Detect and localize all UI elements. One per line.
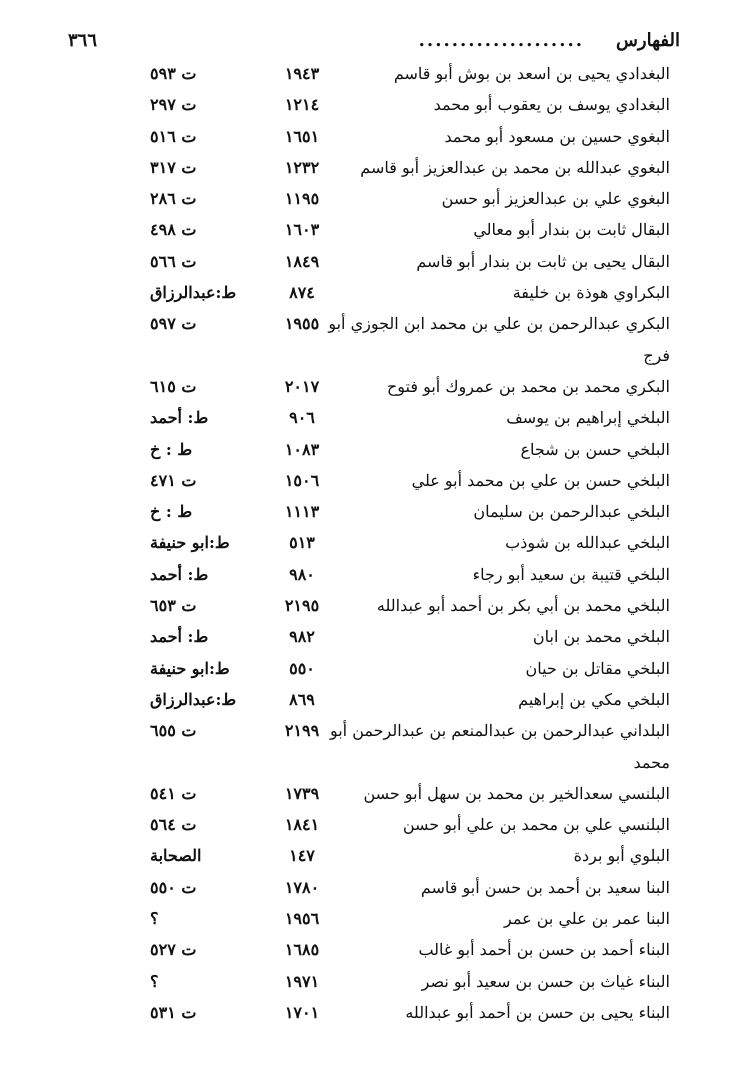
entry-reference: الصحابة: [150, 846, 202, 866]
entry-name: البغوي علي بن عبدالعزيز أبو حسن: [441, 189, 670, 209]
entry-reference: ت ٥٣١: [150, 1002, 197, 1022]
index-entry-continuation: [0, 749, 746, 780]
entry-name: البناء يحيى بن حسن بن أحمد أبو عبدالله: [405, 1002, 670, 1022]
entry-name: البلنسي سعدالخير بن محمد بن سهل أبو حسن: [363, 783, 670, 803]
entry-reference: ط:ابو حنيفة: [150, 658, 230, 678]
index-entry: [0, 310, 746, 341]
index-entry: [0, 936, 746, 967]
index-entry: [0, 404, 746, 435]
entry-number: ١٩٤٣: [284, 64, 320, 83]
entry-reference: ت ٣١٧: [150, 157, 197, 177]
entry-reference: ط: أحمد: [150, 408, 209, 428]
entry-number: ٢٠١٧: [284, 376, 320, 396]
entry-name: البلخي مكي بن إبراهيم: [518, 689, 670, 709]
entry-number: ١٦٨٥: [284, 940, 320, 960]
entry-number: ١٤٧: [289, 846, 315, 866]
index-entry: [0, 999, 746, 1030]
entry-number: ١٦٠٣: [284, 220, 320, 240]
entry-number: ٥١٣: [289, 533, 315, 553]
entry-name: البنا سعيد بن أحمد بن حسن أبو قاسم: [420, 877, 670, 897]
index-entry: [0, 154, 746, 185]
entry-number: ١١٩٥: [284, 189, 320, 209]
index-entry: [0, 467, 746, 498]
index-entry: [0, 373, 746, 404]
index-entry: [0, 905, 746, 936]
entry-reference: ت ٥٦٤: [150, 815, 197, 835]
index-entry: [0, 780, 746, 811]
entry-number: ١٢١٤: [284, 95, 320, 115]
entry-number: ٢١٩٩: [284, 721, 320, 741]
entry-reference: ط : خ: [150, 502, 193, 522]
entry-reference: ت ٦٥٥: [150, 721, 197, 741]
entry-number: ١٨٤٩: [284, 251, 320, 271]
page-header: [68, 30, 680, 60]
entry-name: البناء غياث بن حسن بن سعيد أبو نصر: [421, 971, 670, 991]
index-entry: [0, 561, 746, 592]
entry-reference: ت ٢٩٧: [150, 95, 197, 115]
entry-reference: ت ٥٩٣: [150, 64, 197, 83]
index-entry: [0, 686, 746, 717]
entry-name: البلخي حسن بن علي بن محمد أبو علي: [411, 470, 670, 490]
entry-reference: ؟: [150, 971, 159, 991]
entry-reference: ط: أحمد: [150, 627, 209, 647]
index-entry-continuation: [0, 342, 746, 373]
entry-number: ١٧٣٩: [284, 783, 320, 803]
index-entry: [0, 623, 746, 654]
entry-name: البلخي محمد بن ابان: [532, 627, 670, 647]
index-entry: [0, 436, 746, 467]
entry-reference: ؟: [150, 909, 159, 929]
entry-number: ١٨٤١: [284, 815, 320, 835]
index-entry: [0, 60, 746, 91]
entry-reference: ت ٥٩٧: [150, 314, 197, 334]
entry-reference: ت ٤٧١: [150, 470, 197, 490]
entry-name: البلخي محمد بن أبي بكر بن أحمد أبو عبدالله: [376, 596, 670, 616]
entry-name: البلنسي علي بن محمد بن علي أبو حسن: [402, 815, 670, 835]
entry-name: البكري محمد بن محمد بن عمروك أبو فتوح: [386, 376, 670, 396]
entry-name: البلوي أبو بردة: [573, 846, 670, 866]
entry-number: ١٢٣٢: [284, 157, 320, 177]
header-leader-dots: ....................: [418, 30, 584, 51]
index-entry: [0, 498, 746, 529]
entry-reference: ت ٤٩٨: [150, 220, 197, 240]
entry-number: ١٩٥٥: [284, 314, 320, 334]
entry-name: البغوي حسين بن مسعود أبو محمد: [444, 126, 670, 146]
entry-name: البلخي إبراهيم بن يوسف: [506, 408, 670, 428]
entry-number: ٩٨٠: [289, 564, 315, 584]
entry-name: البلخي عبدالرحمن بن سليمان: [473, 502, 670, 522]
entry-name: البنا عمر بن علي بن عمر: [504, 909, 670, 929]
entry-name: البلخي عبدالله بن شوذب: [505, 533, 670, 553]
entry-name: البقال ثابت بن بندار أبو معالي: [473, 220, 670, 240]
entry-name: البغدادي يوسف بن يعقوب أبو محمد: [433, 95, 670, 115]
index-entry: [0, 185, 746, 216]
entry-number: ١٥٠٦: [284, 470, 320, 490]
entry-reference: ت ٦١٥: [150, 376, 197, 396]
index-entry: [0, 717, 746, 748]
entry-reference: ط:عبدالرزاق: [150, 283, 237, 303]
entry-reference: ت ٥٥٠: [150, 877, 197, 897]
header-title: الفهارس: [615, 30, 680, 51]
entry-name: البكري عبدالرحمن بن علي بن محمد ابن الجوزي أبو: [328, 314, 670, 334]
entry-name: البلخي قتيبة بن سعيد أبو رجاء: [472, 564, 670, 584]
entry-name: البناء أحمد بن حسن بن أحمد أبو غالب: [418, 940, 670, 960]
entry-number: ١٧٠١: [284, 1002, 320, 1022]
entry-number: ١٩٧١: [284, 971, 320, 991]
entry-name: فرج: [643, 345, 670, 365]
entry-reference: ط:عبدالرزاق: [150, 689, 237, 709]
entry-number: ١٧٨٠: [284, 877, 320, 897]
index-entry: [0, 123, 746, 154]
entry-reference: ت ٥٢٧: [150, 940, 197, 960]
entry-name: محمد: [633, 752, 670, 772]
entry-reference: ط : خ: [150, 439, 193, 459]
entry-reference: ت ٥٤١: [150, 783, 197, 803]
entry-name: البلخي حسن بن شجاع: [520, 439, 670, 459]
index-entry: [0, 91, 746, 122]
entry-number: ٢١٩٥: [284, 596, 320, 616]
entry-name: البكراوي هوذة بن خليفة: [512, 283, 670, 303]
index-entry: [0, 248, 746, 279]
entry-name: البغدادي يحيى بن اسعد بن بوش أبو قاسم: [393, 64, 670, 83]
entry-number: ٩٠٦: [289, 408, 315, 428]
entry-name: البغوي عبدالله بن محمد بن عبدالعزيز أبو قاسم: [360, 157, 670, 177]
index-entry: [0, 655, 746, 686]
index-entry: [0, 529, 746, 560]
entry-reference: ط: أحمد: [150, 564, 209, 584]
entry-number: ٥٥٠: [289, 658, 315, 678]
entry-reference: ت ٦٥٣: [150, 596, 197, 616]
index-entry: [0, 811, 746, 842]
index-entry: [0, 592, 746, 623]
index-entry: [0, 874, 746, 905]
index-entry: [0, 968, 746, 999]
entry-number: ١٦٥١: [284, 126, 320, 146]
entry-number: ١٩٥٦: [284, 909, 320, 929]
page-number: ٣٦٦: [68, 30, 98, 51]
entry-reference: ت ٢٨٦: [150, 189, 197, 209]
entry-number: ١٠٨٣: [284, 439, 320, 459]
entry-number: ٨٦٩: [289, 689, 315, 709]
index-entries: [0, 60, 746, 1030]
entry-reference: ط:ابو حنيفة: [150, 533, 230, 553]
entry-number: ١١١٣: [284, 502, 320, 522]
entry-name: البلخي مقاتل بن حيان: [525, 658, 670, 678]
index-entry: [0, 842, 746, 873]
entry-name: البلداني عبدالرحمن بن عبدالمنعم بن عبدالرحمن أبو: [329, 721, 670, 741]
entry-number: ٨٧٤: [289, 283, 315, 303]
entry-number: ٩٨٢: [289, 627, 315, 647]
index-entry: [0, 279, 746, 310]
entry-reference: ت ٥٦٦: [150, 251, 197, 271]
entry-name: البقال يحيى بن ثابت بن بندار أبو قاسم: [416, 251, 670, 271]
entry-reference: ت ٥١٦: [150, 126, 197, 146]
index-entry: [0, 216, 746, 247]
